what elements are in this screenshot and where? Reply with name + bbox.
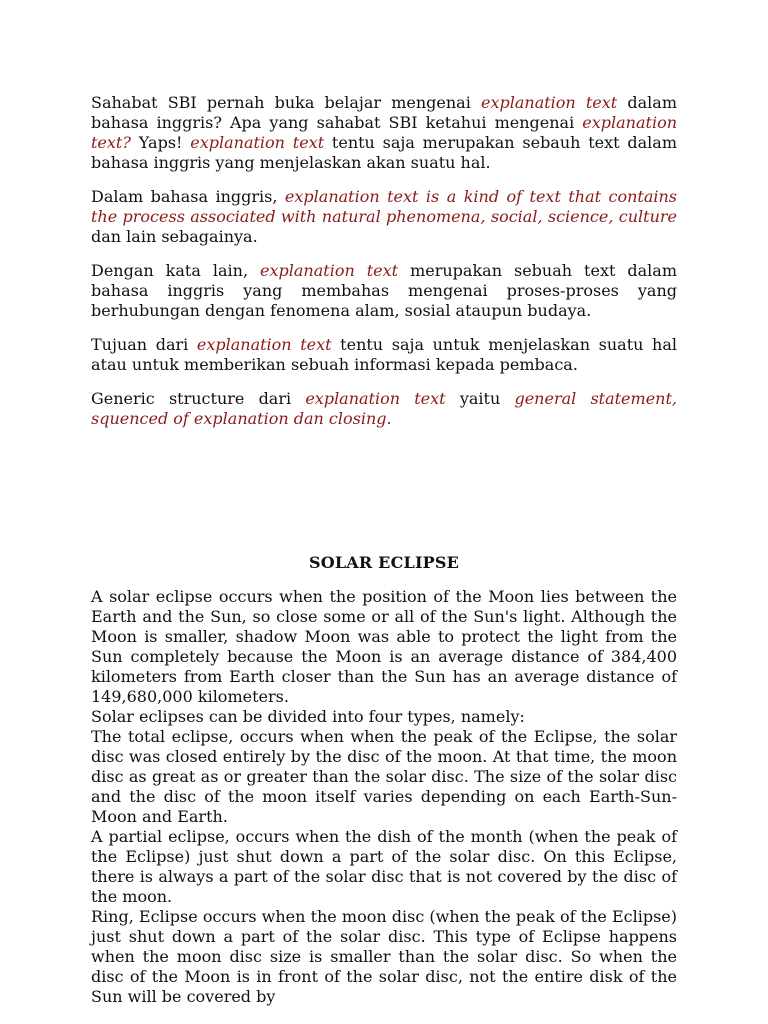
article-paragraph: A solar eclipse occurs when the position of the Moon lies between the Earth and the Sun, so close some or all of the Sun's light. Although the Moon is smaller, shadow Moon was able to protect the light from the Sun completely because the Moon is an average distance of 384,400 kilometers from Earth closer than the Sun has an average distance of 149,680,000 kilometers. xyxy=(91,587,677,706)
text-run: Yaps! xyxy=(130,133,191,152)
highlighted-term: explanation text xyxy=(305,389,446,408)
article-paragraph: A partial eclipse, occurs when the dish of the month (when the peak of the Eclipse) just shut down a part of the solar disc. On this Eclipse, there is always a part of the solar disc that is not covered by the disc of the moon. xyxy=(91,827,677,906)
text-run: dan lain sebagainya. xyxy=(91,227,258,246)
article-title: SOLAR ECLIPSE xyxy=(308,553,460,572)
highlighted-term: explanation text xyxy=(190,133,325,152)
highlighted-term: explanation text xyxy=(481,93,618,112)
section-spacer xyxy=(91,443,677,553)
highlighted-term: explanation text xyxy=(260,261,399,280)
text-run: Generic structure dari xyxy=(91,389,306,408)
text-run: Tujuan dari xyxy=(91,335,197,354)
text-run: yaitu xyxy=(445,389,515,408)
intro-section xyxy=(91,93,677,429)
intro-paragraph-4 xyxy=(91,335,677,375)
highlighted-structure: general statement, squenced of explanation dan closing xyxy=(91,389,677,428)
highlighted-term: explanation text? xyxy=(91,113,677,152)
highlighted-term: explanation text xyxy=(196,335,332,354)
article-paragraph: Ring, Eclipse occurs when the moon disc (when the peak of the Eclipse) just shut down a part of the solar disc. This type of Eclipse happens when the moon disc size is smaller than the solar disc. So when the disc of the Moon is in front of the solar disc, not the entire disk of the Sun will be covered by xyxy=(91,907,677,1006)
article-section xyxy=(91,553,677,1007)
document-page xyxy=(91,93,677,1007)
text-run: tentu saja untuk menjelaskan suatu hal atau untuk memberikan sebuah informasi kepada pembaca. xyxy=(91,335,678,374)
text-run: tentu saja merupakan sebauh text dalam bahasa inggris yang menjelaskan akan suatu hal. xyxy=(91,133,677,172)
intro-paragraph-5 xyxy=(91,389,677,429)
text-run: Dalam bahasa inggris, xyxy=(91,187,285,206)
article-paragraph: The total eclipse, occurs when when the peak of the Eclipse, the solar disc was closed entirely by the disc of the moon. At that time, the moon disc as great as or greater than the solar disc. The size of the solar disc and the disc of the moon itself varies depending on each Earth-Sun-Moon and Earth. xyxy=(91,727,677,826)
intro-paragraph-3 xyxy=(91,261,677,321)
highlighted-definition: explanation text is a kind of text that contains the process associated with natural phenomena, social, science, culture xyxy=(91,187,678,226)
article-paragraph: Solar eclipses can be divided into four types, namely: xyxy=(91,707,525,726)
intro-paragraph-1 xyxy=(91,93,677,173)
text-run: dalam bahasa inggris? Apa yang sahabat SBI ketahui mengenai xyxy=(91,93,678,132)
text-run: . xyxy=(386,409,392,428)
text-run: Sahabat SBI pernah buka belajar mengenai xyxy=(91,93,481,112)
intro-paragraph-2 xyxy=(91,187,677,247)
text-run: Dengan kata lain, xyxy=(91,261,261,280)
text-run: merupakan sebuah text dalam bahasa inggris yang membahas mengenai proses-proses yang berhubungan dengan fenomena alam, sosial ataupun budaya. xyxy=(91,261,677,320)
